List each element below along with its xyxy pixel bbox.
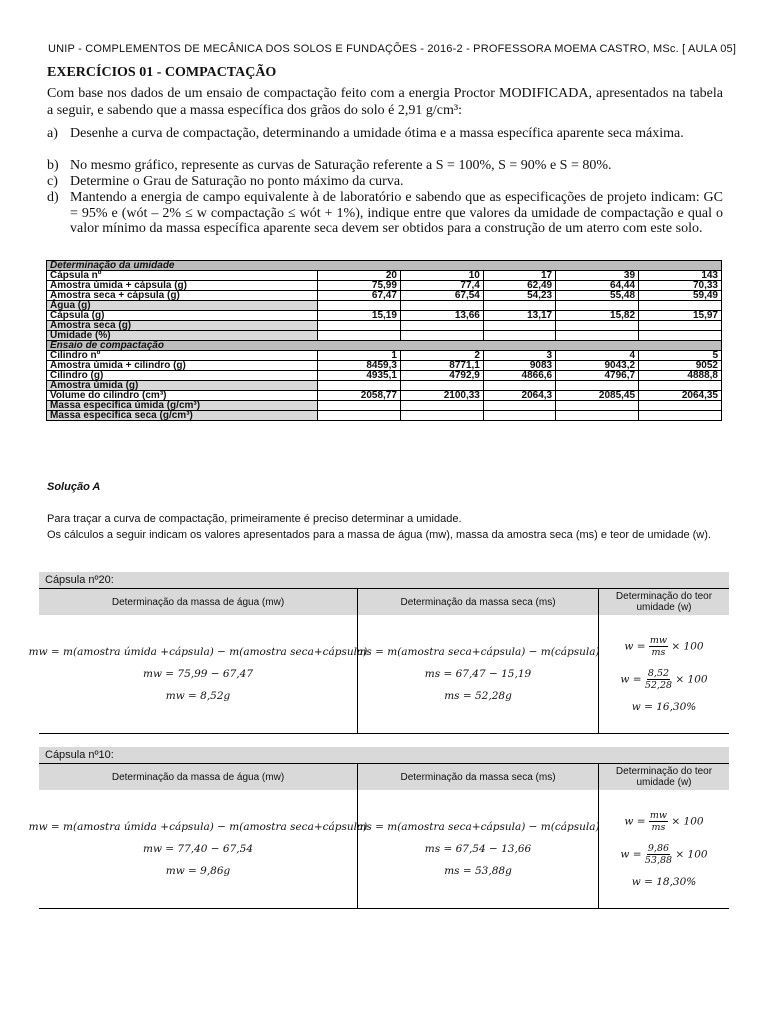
table-cell: 143 bbox=[639, 271, 722, 281]
table-row bbox=[47, 301, 722, 311]
table-cell: 4935,1 bbox=[318, 371, 401, 381]
solution-paragraph-2: Os cálculos a seguir indicam os valores apresentados para a massa de água (mw), massa da amostra seca (ms) e teor de umidade (w). bbox=[47, 529, 711, 541]
section-header: Determinação da umidade bbox=[47, 261, 722, 271]
page-header: UNIP - COMPLEMENTOS DE MECÂNICA DOS SOLOS E FUNDAÇÕES - 2016-2 - PROFESSORA MOEMA CASTRO, MSc. [ AULA 05] bbox=[48, 43, 737, 55]
numerator: mw bbox=[649, 635, 668, 646]
table-cell: 15,97 bbox=[639, 311, 722, 321]
table-cell bbox=[483, 411, 555, 421]
table-cell: 55,48 bbox=[556, 291, 639, 301]
table-cell bbox=[483, 301, 555, 311]
capsule-box bbox=[28, 572, 729, 734]
table-cell: 8459,3 bbox=[318, 361, 401, 371]
row-label: Cápsula (g) bbox=[47, 311, 318, 321]
question-text: No mesmo gráfico, represente as curvas de Saturação referente a S = 100%, S = 90% e S = 80%. bbox=[70, 158, 612, 173]
table-cell: 2100,33 bbox=[400, 391, 483, 401]
result-line: ms = 52,28g bbox=[444, 690, 512, 702]
row-label: Amostra seca + cápsula (g) bbox=[47, 291, 318, 301]
table-cell bbox=[318, 401, 401, 411]
column-header: Determinação do teor umidade (w) bbox=[599, 589, 729, 615]
times-100: × 100 bbox=[675, 673, 708, 686]
column-header: Determinação do teor umidade (w) bbox=[599, 764, 729, 790]
table-cell bbox=[318, 411, 401, 421]
table-cell: 9052 bbox=[639, 361, 722, 371]
denominator: ms bbox=[651, 647, 666, 658]
question-text: Mantendo a energia de campo equivalente à de laboratório e sabendo que as especificações de projeto indicam: GC = 95% e (wót – 2% ≤ w compactação ≤ wót + 1%), indique entre que valores da umidade de compactação e qual o valor mínimo da massa específica aparente seca devem ser obtidos para a construção de um aterro com este solo. bbox=[70, 190, 723, 236]
table-cell bbox=[318, 321, 401, 331]
table-cell bbox=[400, 321, 483, 331]
row-label: Volume do cilindro (cm³) bbox=[47, 391, 318, 401]
times-100: × 100 bbox=[675, 848, 708, 861]
section-header: Ensaio de compactação bbox=[47, 341, 722, 351]
table-cell bbox=[556, 321, 639, 331]
table-cell: 5 bbox=[639, 351, 722, 361]
table-cell: 64,44 bbox=[556, 281, 639, 291]
times-100: × 100 bbox=[671, 640, 704, 653]
calc-line: mw = 77,40 − 67,54 bbox=[142, 843, 253, 855]
numerator: 9,86 bbox=[647, 843, 670, 854]
table-cell bbox=[556, 301, 639, 311]
fraction bbox=[649, 635, 668, 658]
solution-title: Solução A bbox=[47, 481, 101, 493]
formula: ms = m(amostra seca+cápsula) − m(cápsula) bbox=[356, 646, 600, 658]
table-cell bbox=[639, 411, 722, 421]
table-cell: 4 bbox=[556, 351, 639, 361]
question-a bbox=[47, 126, 723, 142]
question-label: b) bbox=[47, 158, 59, 173]
result-line: mw = 9,86g bbox=[165, 865, 231, 877]
table-cell: 39 bbox=[556, 271, 639, 281]
table-cell bbox=[400, 301, 483, 311]
table-cell: 8771,1 bbox=[400, 361, 483, 371]
table-cell: 3 bbox=[483, 351, 555, 361]
table-cell: 2085,45 bbox=[556, 391, 639, 401]
denominator: 53,88 bbox=[644, 855, 673, 866]
data-table bbox=[46, 260, 722, 421]
question-label: c) bbox=[47, 174, 58, 189]
table-cell bbox=[483, 321, 555, 331]
table-cell bbox=[318, 381, 401, 391]
formula-left: w = bbox=[624, 640, 646, 653]
moisture-column bbox=[599, 764, 729, 908]
row-label: Massa específica úmida (g/cm³) bbox=[47, 401, 318, 411]
column-header: Determinação da massa de água (mw) bbox=[39, 589, 357, 615]
question-text: Desenhe a curva de compactação, determinando a umidade ótima e a massa específica aparente seca máxima. bbox=[70, 126, 684, 141]
table-cell bbox=[483, 381, 555, 391]
table-cell: 9083 bbox=[483, 361, 555, 371]
question-d bbox=[47, 190, 723, 237]
table-cell bbox=[400, 401, 483, 411]
dry-mass-column bbox=[358, 589, 599, 733]
row-label: Amostra úmida + cilindro (g) bbox=[47, 361, 318, 371]
question-label: a) bbox=[47, 126, 58, 141]
table-cell bbox=[639, 301, 722, 311]
denominator: ms bbox=[651, 822, 666, 833]
exercise-title: EXERCÍCIOS 01 - COMPACTAÇÃO bbox=[47, 65, 277, 80]
question-c bbox=[47, 174, 723, 190]
row-label: Cápsula nº bbox=[47, 271, 318, 281]
table-row bbox=[47, 411, 722, 421]
table-cell bbox=[400, 331, 483, 341]
column-body bbox=[28, 790, 368, 908]
table-cell: 4796,7 bbox=[556, 371, 639, 381]
table-cell: 67,47 bbox=[318, 291, 401, 301]
row-label: Amostra úmida + cápsula (g) bbox=[47, 281, 318, 291]
formula-left: w = bbox=[620, 673, 642, 686]
formula-left: w = bbox=[624, 815, 646, 828]
column-body bbox=[358, 790, 598, 908]
row-label: Água (g) bbox=[47, 301, 318, 311]
calc-grid bbox=[28, 763, 729, 909]
result-line: w = 18,30% bbox=[631, 876, 697, 888]
row-label: Cilindro nº bbox=[47, 351, 318, 361]
table-row bbox=[47, 351, 722, 361]
table-row bbox=[47, 321, 722, 331]
fraction bbox=[649, 810, 668, 833]
capsule-title: Cápsula nº10: bbox=[39, 747, 729, 763]
column-body bbox=[358, 615, 598, 733]
table-cell: 67,54 bbox=[400, 291, 483, 301]
table-cell: 2058,77 bbox=[318, 391, 401, 401]
table-cell bbox=[639, 331, 722, 341]
row-label: Amostra seca (g) bbox=[47, 321, 318, 331]
capsule-title: Cápsula nº20: bbox=[39, 572, 729, 588]
row-label: Amostra úmida (g) bbox=[47, 381, 318, 391]
fraction bbox=[645, 843, 672, 866]
table-cell: 1 bbox=[318, 351, 401, 361]
table-cell: 4866,6 bbox=[483, 371, 555, 381]
formula bbox=[624, 810, 703, 833]
table-cell: 77,4 bbox=[400, 281, 483, 291]
calc-line bbox=[620, 843, 707, 866]
table-cell: 4792,9 bbox=[400, 371, 483, 381]
table-cell: 62,49 bbox=[483, 281, 555, 291]
table-cell: 54,23 bbox=[483, 291, 555, 301]
capsule-box bbox=[28, 747, 729, 909]
table-row bbox=[47, 401, 722, 411]
row-label: Cilindro (g) bbox=[47, 371, 318, 381]
formula bbox=[624, 635, 703, 658]
calc-line: mw = 75,99 − 67,47 bbox=[142, 668, 253, 680]
table-cell: 17 bbox=[483, 271, 555, 281]
table-cell: 2064,35 bbox=[639, 391, 722, 401]
table-cell: 2064,3 bbox=[483, 391, 555, 401]
dry-mass-column bbox=[358, 764, 599, 908]
table-cell bbox=[639, 321, 722, 331]
table-row bbox=[47, 361, 722, 371]
numerator: mw bbox=[649, 810, 668, 821]
table-cell bbox=[400, 381, 483, 391]
table-cell bbox=[556, 381, 639, 391]
question-label: d) bbox=[47, 190, 59, 205]
table-cell bbox=[483, 401, 555, 411]
table-cell: 13,17 bbox=[483, 311, 555, 321]
table-cell bbox=[318, 331, 401, 341]
table-cell: 10 bbox=[400, 271, 483, 281]
table-row bbox=[47, 291, 722, 301]
table-cell bbox=[483, 331, 555, 341]
table-cell: 4888,8 bbox=[639, 371, 722, 381]
table-cell bbox=[556, 331, 639, 341]
table-row bbox=[47, 331, 722, 341]
question-b bbox=[47, 158, 723, 174]
fraction bbox=[645, 668, 672, 691]
calc-line: ms = 67,54 − 13,66 bbox=[424, 843, 532, 855]
table-row bbox=[47, 391, 722, 401]
table-cell: 70,33 bbox=[639, 281, 722, 291]
water-mass-column bbox=[28, 589, 368, 733]
column-header: Determinação da massa seca (ms) bbox=[358, 764, 598, 790]
row-label: Umidade (%) bbox=[47, 331, 318, 341]
solution-paragraph-1: Para traçar a curva de compactação, primeiramente é preciso determinar a umidade. bbox=[47, 513, 462, 525]
result-line: w = 16,30% bbox=[631, 701, 697, 713]
formula-left: w = bbox=[620, 848, 642, 861]
table-row bbox=[47, 271, 722, 281]
result-line: mw = 8,52g bbox=[165, 690, 231, 702]
table-cell: 9043,2 bbox=[556, 361, 639, 371]
calc-grid bbox=[28, 588, 729, 734]
table-row bbox=[47, 381, 722, 391]
table-cell: 75,99 bbox=[318, 281, 401, 291]
table-cell: 13,66 bbox=[400, 311, 483, 321]
row-label: Massa específica seca (g/cm³) bbox=[47, 411, 318, 421]
question-text: Determine o Grau de Saturação no ponto máximo da curva. bbox=[70, 174, 404, 189]
formula: mw = m(amostra úmida +cápsula) − m(amostra seca+cápsula) bbox=[28, 646, 368, 658]
table-cell: 15,19 bbox=[318, 311, 401, 321]
table-row bbox=[47, 281, 722, 291]
intro-paragraph: Com base nos dados de um ensaio de compactação feito com a energia Proctor MODIFICADA, apresentados na tabela a seguir, e sabendo que a massa específica dos grãos do solo é 2,91 g/cm³: bbox=[47, 86, 723, 118]
table-row bbox=[47, 311, 722, 321]
table-cell bbox=[400, 411, 483, 421]
water-mass-column bbox=[28, 764, 368, 908]
column-header: Determinação da massa seca (ms) bbox=[358, 589, 598, 615]
table-row bbox=[47, 371, 722, 381]
column-body bbox=[599, 615, 729, 733]
calc-line bbox=[620, 668, 707, 691]
column-body bbox=[599, 790, 729, 908]
denominator: 52,28 bbox=[644, 680, 673, 691]
table-cell bbox=[318, 301, 401, 311]
table-cell bbox=[639, 401, 722, 411]
table-cell: 15,82 bbox=[556, 311, 639, 321]
calc-line: ms = 67,47 − 15,19 bbox=[424, 668, 532, 680]
table-cell bbox=[556, 411, 639, 421]
table-cell: 59,49 bbox=[639, 291, 722, 301]
formula: ms = m(amostra seca+cápsula) − m(cápsula) bbox=[356, 821, 600, 833]
numerator: 8,52 bbox=[647, 668, 670, 679]
times-100: × 100 bbox=[671, 815, 704, 828]
moisture-column bbox=[599, 589, 729, 733]
table-cell bbox=[556, 401, 639, 411]
column-body bbox=[28, 615, 368, 733]
column-header: Determinação da massa de água (mw) bbox=[39, 764, 357, 790]
table-cell: 20 bbox=[318, 271, 401, 281]
table-cell: 2 bbox=[400, 351, 483, 361]
result-line: ms = 53,88g bbox=[444, 865, 512, 877]
formula: mw = m(amostra úmida +cápsula) − m(amostra seca+cápsula) bbox=[28, 821, 368, 833]
table-cell bbox=[639, 381, 722, 391]
